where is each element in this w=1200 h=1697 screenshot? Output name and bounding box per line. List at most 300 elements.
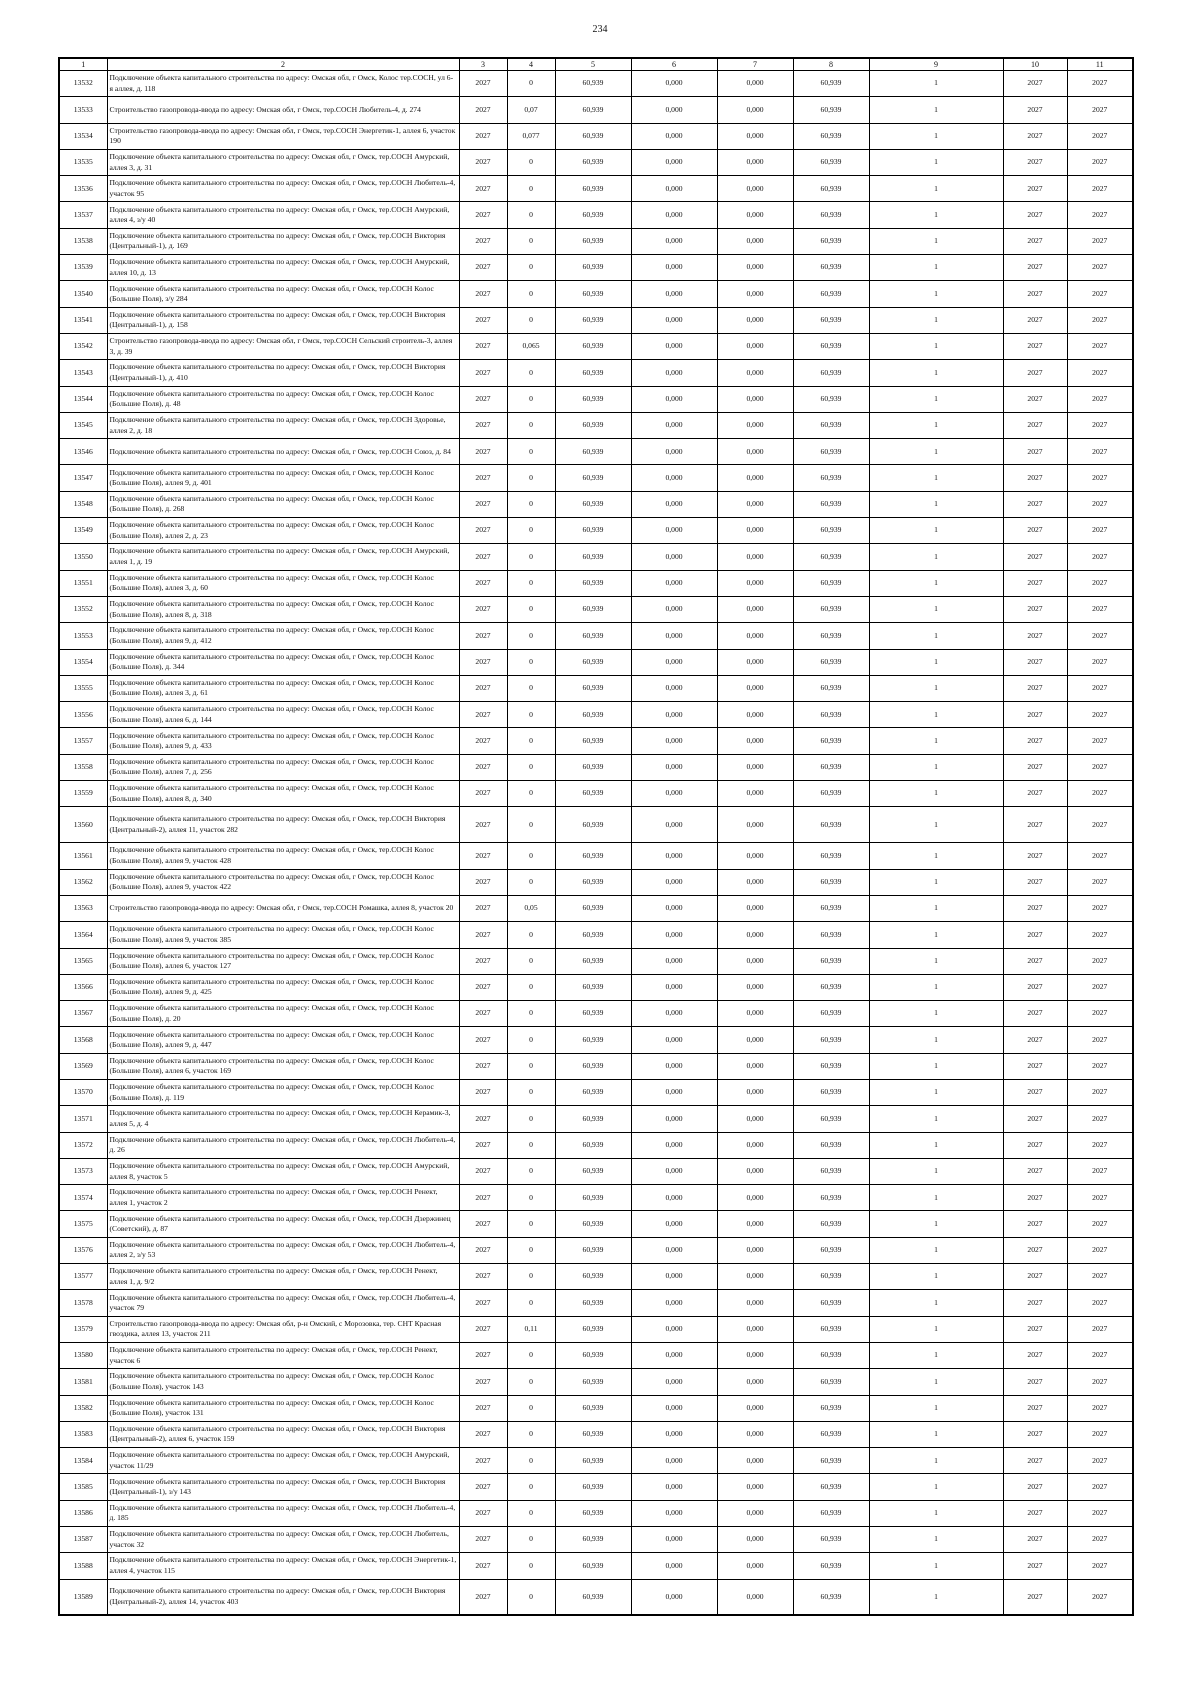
row-number-cell: 13558 — [59, 754, 107, 780]
row-number-cell: 13561 — [59, 843, 107, 869]
value-cell: 0,000 — [631, 1158, 717, 1184]
total-cell: 60,939 — [793, 649, 869, 675]
length-cell: 0 — [507, 1001, 555, 1027]
end-year-cell: 2027 — [1067, 360, 1133, 386]
value-cell: 0,000 — [717, 1185, 793, 1211]
value-cell: 0,000 — [631, 1053, 717, 1079]
length-cell: 0 — [507, 1106, 555, 1132]
description-cell: Подключение объекта капитального строительства по адресу: Омская обл, г Омск, тер.СОСН Энергетик-1, аллея 4, участок 115 — [107, 1553, 459, 1579]
cost-cell: 60,939 — [555, 1264, 631, 1290]
end-year-cell: 2027 — [1067, 149, 1133, 175]
row-number-cell: 13565 — [59, 948, 107, 974]
start-year-cell: 2027 — [1003, 412, 1067, 438]
count-cell: 1 — [869, 281, 1003, 307]
length-cell: 0 — [507, 1448, 555, 1474]
length-cell: 0 — [507, 1500, 555, 1526]
year-cell: 2027 — [459, 623, 507, 649]
description-cell: Подключение объекта капитального строительства по адресу: Омская обл, г Омск, тер.СОСН Колос (Большие Поля), участок 131 — [107, 1395, 459, 1421]
value-cell: 0,000 — [631, 1474, 717, 1500]
end-year-cell: 2027 — [1067, 1448, 1133, 1474]
total-cell: 60,939 — [793, 1421, 869, 1447]
value-cell: 0,000 — [631, 1290, 717, 1316]
cost-cell: 60,939 — [555, 1211, 631, 1237]
description-cell: Подключение объекта капитального строительства по адресу: Омская обл, г Омск, тер.СОСН Колос (Большие Поля), аллея 6, участок 127 — [107, 948, 459, 974]
value-cell: 0,000 — [717, 412, 793, 438]
description-cell: Подключение объекта капитального строительства по адресу: Омская обл, г Омск, тер.СОСН Амурский, аллея 10, д. 13 — [107, 255, 459, 281]
end-year-cell: 2027 — [1067, 1579, 1133, 1615]
value-cell: 0,000 — [631, 1106, 717, 1132]
count-cell: 1 — [869, 176, 1003, 202]
year-cell: 2027 — [459, 307, 507, 333]
year-cell: 2027 — [459, 1395, 507, 1421]
year-cell: 2027 — [459, 228, 507, 254]
length-cell: 0 — [507, 1158, 555, 1184]
value-cell: 0,000 — [631, 97, 717, 123]
end-year-cell: 2027 — [1067, 781, 1133, 807]
total-cell: 60,939 — [793, 1316, 869, 1342]
end-year-cell: 2027 — [1067, 1237, 1133, 1263]
description-cell: Подключение объекта капитального строительства по адресу: Омская обл, г Омск, тер.СОСН Союз, д. 84 — [107, 439, 459, 465]
count-cell: 1 — [869, 1237, 1003, 1263]
end-year-cell: 2027 — [1067, 1079, 1133, 1105]
year-cell: 2027 — [459, 360, 507, 386]
value-cell: 0,000 — [717, 518, 793, 544]
length-cell: 0 — [507, 570, 555, 596]
row-number-cell: 13577 — [59, 1264, 107, 1290]
table-row — [59, 1001, 1133, 1027]
value-cell: 0,000 — [631, 71, 717, 97]
start-year-cell: 2027 — [1003, 491, 1067, 517]
year-cell: 2027 — [459, 1579, 507, 1615]
cost-cell: 60,939 — [555, 781, 631, 807]
value-cell: 0,000 — [631, 544, 717, 570]
total-cell: 60,939 — [793, 491, 869, 517]
count-cell: 1 — [869, 1527, 1003, 1553]
count-cell: 1 — [869, 544, 1003, 570]
row-number-cell: 13563 — [59, 895, 107, 921]
column-header: 9 — [869, 58, 1003, 71]
length-cell: 0 — [507, 922, 555, 948]
value-cell: 0,000 — [717, 1500, 793, 1526]
total-cell: 60,939 — [793, 843, 869, 869]
end-year-cell: 2027 — [1067, 97, 1133, 123]
year-cell: 2027 — [459, 843, 507, 869]
year-cell: 2027 — [459, 1053, 507, 1079]
row-number-cell: 13579 — [59, 1316, 107, 1342]
description-cell: Подключение объекта капитального строительства по адресу: Омская обл, г Омск, тер.СОСН Дзержинец (Советский), д. 87 — [107, 1211, 459, 1237]
year-cell: 2027 — [459, 974, 507, 1000]
length-cell: 0 — [507, 228, 555, 254]
description-cell: Подключение объекта капитального строительства по адресу: Омская обл, г Омск, тер.СОСН Виктория (Центральный-1), д. 169 — [107, 228, 459, 254]
description-cell: Подключение объекта капитального строительства по адресу: Омская обл, г Омск, тер.СОСН Ренект, аллея 1, д. 9/2 — [107, 1264, 459, 1290]
end-year-cell: 2027 — [1067, 728, 1133, 754]
end-year-cell: 2027 — [1067, 1527, 1133, 1553]
value-cell: 0,000 — [717, 544, 793, 570]
value-cell: 0,000 — [631, 1342, 717, 1368]
table-row — [59, 1448, 1133, 1474]
count-cell: 1 — [869, 518, 1003, 544]
value-cell: 0,000 — [631, 1448, 717, 1474]
year-cell: 2027 — [459, 439, 507, 465]
cost-cell: 60,939 — [555, 71, 631, 97]
value-cell: 0,000 — [717, 1053, 793, 1079]
table-row — [59, 202, 1133, 228]
description-cell: Подключение объекта капитального строительства по адресу: Омская обл, г Омск, тер.СОСН Колос (Большие Поля), аллея 6, участок 169 — [107, 1053, 459, 1079]
description-cell: Подключение объекта капитального строительства по адресу: Омская обл, г Омск, тер.СОСН Амурский, аллея 1, д. 19 — [107, 544, 459, 570]
value-cell: 0,000 — [631, 202, 717, 228]
value-cell: 0,000 — [631, 895, 717, 921]
cost-cell: 60,939 — [555, 255, 631, 281]
cost-cell: 60,939 — [555, 1106, 631, 1132]
length-cell: 0 — [507, 491, 555, 517]
row-number-cell: 13534 — [59, 123, 107, 149]
length-cell: 0 — [507, 948, 555, 974]
value-cell: 0,000 — [631, 518, 717, 544]
cost-cell: 60,939 — [555, 869, 631, 895]
table-row — [59, 1342, 1133, 1368]
total-cell: 60,939 — [793, 1395, 869, 1421]
count-cell: 1 — [869, 1474, 1003, 1500]
end-year-cell: 2027 — [1067, 1290, 1133, 1316]
value-cell: 0,000 — [631, 333, 717, 359]
table-row — [59, 1185, 1133, 1211]
year-cell: 2027 — [459, 922, 507, 948]
length-cell: 0 — [507, 1527, 555, 1553]
value-cell: 0,000 — [631, 1264, 717, 1290]
end-year-cell: 2027 — [1067, 412, 1133, 438]
description-cell: Подключение объекта капитального строительства по адресу: Омская обл, г Омск, тер.СОСН Колос (Большие Поля), аллея 8, д. 318 — [107, 596, 459, 622]
value-cell: 0,000 — [631, 228, 717, 254]
year-cell: 2027 — [459, 1421, 507, 1447]
table-row — [59, 439, 1133, 465]
table-row — [59, 1474, 1133, 1500]
year-cell: 2027 — [459, 202, 507, 228]
description-cell: Подключение объекта капитального строительства по адресу: Омская обл, г Омск, тер.СОСН Виктория (Центральный-1), д. 158 — [107, 307, 459, 333]
total-cell: 60,939 — [793, 1237, 869, 1263]
description-cell: Строительство газопровода-ввода по адресу: Омская обл, г Омск, тер.СОСН Любитель-4, д. 274 — [107, 97, 459, 123]
cost-cell: 60,939 — [555, 1474, 631, 1500]
cost-cell: 60,939 — [555, 623, 631, 649]
description-cell: Строительство газопровода-ввода по адресу: Омская обл, г Омск, тер.СОСН Сельский строитель-3, аллея 3, д. 39 — [107, 333, 459, 359]
row-number-cell: 13589 — [59, 1579, 107, 1615]
table-row — [59, 228, 1133, 254]
cost-cell: 60,939 — [555, 1500, 631, 1526]
value-cell: 0,000 — [631, 948, 717, 974]
end-year-cell: 2027 — [1067, 544, 1133, 570]
row-number-cell: 13533 — [59, 97, 107, 123]
cost-cell: 60,939 — [555, 1395, 631, 1421]
total-cell: 60,939 — [793, 1553, 869, 1579]
table-row — [59, 281, 1133, 307]
cost-cell: 60,939 — [555, 1579, 631, 1615]
row-number-cell: 13536 — [59, 176, 107, 202]
count-cell: 1 — [869, 1001, 1003, 1027]
year-cell: 2027 — [459, 544, 507, 570]
length-cell: 0 — [507, 439, 555, 465]
start-year-cell: 2027 — [1003, 71, 1067, 97]
value-cell: 0,000 — [631, 307, 717, 333]
length-cell: 0 — [507, 1132, 555, 1158]
length-cell: 0 — [507, 596, 555, 622]
value-cell: 0,000 — [717, 465, 793, 491]
description-cell: Подключение объекта капитального строительства по адресу: Омская обл, г Омск, тер.СОСН Колос (Большие Поля), аллея 7, д. 256 — [107, 754, 459, 780]
end-year-cell: 2027 — [1067, 843, 1133, 869]
description-cell: Строительство газопровода-ввода по адресу: Омская обл, г Омск, тер.СОСН Энергетик-1, аллея 6, участок 190 — [107, 123, 459, 149]
count-cell: 1 — [869, 1290, 1003, 1316]
length-cell: 0 — [507, 465, 555, 491]
length-cell: 0 — [507, 1290, 555, 1316]
description-cell: Подключение объекта капитального строительства по адресу: Омская обл, г Омск, тер.СОСН Виктория (Центральный-1), д. 410 — [107, 360, 459, 386]
value-cell: 0,000 — [717, 1579, 793, 1615]
end-year-cell: 2027 — [1067, 439, 1133, 465]
description-cell: Подключение объекта капитального строительства по адресу: Омская обл, г Омск, тер.СОСН Здоровье, аллея 2, д. 18 — [107, 412, 459, 438]
value-cell: 0,000 — [717, 570, 793, 596]
value-cell: 0,000 — [631, 843, 717, 869]
table-row — [59, 754, 1133, 780]
count-cell: 1 — [869, 71, 1003, 97]
start-year-cell: 2027 — [1003, 843, 1067, 869]
description-cell: Подключение объекта капитального строительства по адресу: Омская обл, г Омск, тер.СОСН Виктория (Центральный-2), аллея 6, участок 159 — [107, 1421, 459, 1447]
table-row — [59, 728, 1133, 754]
row-number-cell: 13539 — [59, 255, 107, 281]
count-cell: 1 — [869, 1211, 1003, 1237]
cost-cell: 60,939 — [555, 843, 631, 869]
table-row — [59, 895, 1133, 921]
row-number-cell: 13560 — [59, 807, 107, 843]
table-row — [59, 1158, 1133, 1184]
total-cell: 60,939 — [793, 1001, 869, 1027]
table-row — [59, 1500, 1133, 1526]
table-row — [59, 491, 1133, 517]
start-year-cell: 2027 — [1003, 649, 1067, 675]
start-year-cell: 2027 — [1003, 1053, 1067, 1079]
end-year-cell: 2027 — [1067, 307, 1133, 333]
description-cell: Подключение объекта капитального строительства по адресу: Омская обл, г Омск, тер.СОСН Колос (Большие Поля), д. 48 — [107, 386, 459, 412]
value-cell: 0,000 — [631, 1500, 717, 1526]
year-cell: 2027 — [459, 281, 507, 307]
length-cell: 0 — [507, 728, 555, 754]
year-cell: 2027 — [459, 1474, 507, 1500]
year-cell: 2027 — [459, 1553, 507, 1579]
value-cell: 0,000 — [631, 1027, 717, 1053]
value-cell: 0,000 — [717, 1421, 793, 1447]
year-cell: 2027 — [459, 1185, 507, 1211]
cost-cell: 60,939 — [555, 333, 631, 359]
end-year-cell: 2027 — [1067, 1001, 1133, 1027]
count-cell: 1 — [869, 728, 1003, 754]
value-cell: 0,000 — [631, 1369, 717, 1395]
total-cell: 60,939 — [793, 1132, 869, 1158]
table-row — [59, 623, 1133, 649]
year-cell: 2027 — [459, 1264, 507, 1290]
value-cell: 0,000 — [717, 922, 793, 948]
value-cell: 0,000 — [631, 1237, 717, 1263]
end-year-cell: 2027 — [1067, 1500, 1133, 1526]
value-cell: 0,000 — [717, 176, 793, 202]
value-cell: 0,000 — [717, 728, 793, 754]
count-cell: 1 — [869, 439, 1003, 465]
count-cell: 1 — [869, 1579, 1003, 1615]
total-cell: 60,939 — [793, 1579, 869, 1615]
start-year-cell: 2027 — [1003, 922, 1067, 948]
value-cell: 0,000 — [717, 1395, 793, 1421]
total-cell: 60,939 — [793, 1106, 869, 1132]
total-cell: 60,939 — [793, 781, 869, 807]
start-year-cell: 2027 — [1003, 1185, 1067, 1211]
start-year-cell: 2027 — [1003, 1290, 1067, 1316]
row-number-cell: 13586 — [59, 1500, 107, 1526]
start-year-cell: 2027 — [1003, 1027, 1067, 1053]
cost-cell: 60,939 — [555, 1369, 631, 1395]
year-cell: 2027 — [459, 1027, 507, 1053]
value-cell: 0,000 — [717, 702, 793, 728]
cost-cell: 60,939 — [555, 1001, 631, 1027]
row-number-cell: 13572 — [59, 1132, 107, 1158]
count-cell: 1 — [869, 255, 1003, 281]
total-cell: 60,939 — [793, 1342, 869, 1368]
end-year-cell: 2027 — [1067, 570, 1133, 596]
cost-cell: 60,939 — [555, 596, 631, 622]
row-number-cell: 13556 — [59, 702, 107, 728]
value-cell: 0,000 — [717, 843, 793, 869]
year-cell: 2027 — [459, 649, 507, 675]
year-cell: 2027 — [459, 728, 507, 754]
description-cell: Подключение объекта капитального строительства по адресу: Омская обл, г Омск, тер.СОСН Колос (Большие Поля), аллея 9, д. 433 — [107, 728, 459, 754]
cost-cell: 60,939 — [555, 1185, 631, 1211]
count-cell: 1 — [869, 1316, 1003, 1342]
count-cell: 1 — [869, 843, 1003, 869]
row-number-cell: 13562 — [59, 869, 107, 895]
value-cell: 0,000 — [717, 307, 793, 333]
value-cell: 0,000 — [717, 71, 793, 97]
column-number-row — [59, 58, 1133, 71]
value-cell: 0,000 — [717, 649, 793, 675]
value-cell: 0,000 — [631, 649, 717, 675]
start-year-cell: 2027 — [1003, 176, 1067, 202]
year-cell: 2027 — [459, 1237, 507, 1263]
year-cell: 2027 — [459, 1448, 507, 1474]
value-cell: 0,000 — [717, 1079, 793, 1105]
row-number-cell: 13584 — [59, 1448, 107, 1474]
cost-cell: 60,939 — [555, 1237, 631, 1263]
count-cell: 1 — [869, 596, 1003, 622]
end-year-cell: 2027 — [1067, 1264, 1133, 1290]
length-cell: 0 — [507, 149, 555, 175]
table-row — [59, 71, 1133, 97]
count-cell: 1 — [869, 1448, 1003, 1474]
end-year-cell: 2027 — [1067, 123, 1133, 149]
cost-cell: 60,939 — [555, 675, 631, 701]
table-row — [59, 1106, 1133, 1132]
year-cell: 2027 — [459, 97, 507, 123]
total-cell: 60,939 — [793, 281, 869, 307]
total-cell: 60,939 — [793, 123, 869, 149]
table-row — [59, 1290, 1133, 1316]
year-cell: 2027 — [459, 518, 507, 544]
description-cell: Подключение объекта капитального строительства по адресу: Омская обл, г Омск, тер.СОСН Колос (Большие Поля), аллея 9, д. 425 — [107, 974, 459, 1000]
total-cell: 60,939 — [793, 754, 869, 780]
start-year-cell: 2027 — [1003, 360, 1067, 386]
column-header: 5 — [555, 58, 631, 71]
value-cell: 0,000 — [717, 1132, 793, 1158]
column-header: 4 — [507, 58, 555, 71]
row-number-cell: 13543 — [59, 360, 107, 386]
description-cell: Подключение объекта капитального строительства по адресу: Омская обл, г Омск, тер.СОСН Колос (Большие Поля), участок 143 — [107, 1369, 459, 1395]
length-cell: 0 — [507, 71, 555, 97]
start-year-cell: 2027 — [1003, 754, 1067, 780]
total-cell: 60,939 — [793, 1053, 869, 1079]
data-table — [58, 57, 1134, 1616]
row-number-cell: 13545 — [59, 412, 107, 438]
year-cell: 2027 — [459, 1079, 507, 1105]
table-row — [59, 1421, 1133, 1447]
value-cell: 0,000 — [717, 439, 793, 465]
total-cell: 60,939 — [793, 307, 869, 333]
table-row — [59, 781, 1133, 807]
value-cell: 0,000 — [717, 123, 793, 149]
value-cell: 0,000 — [717, 1290, 793, 1316]
start-year-cell: 2027 — [1003, 281, 1067, 307]
total-cell: 60,939 — [793, 869, 869, 895]
year-cell: 2027 — [459, 491, 507, 517]
value-cell: 0,000 — [717, 1264, 793, 1290]
total-cell: 60,939 — [793, 1264, 869, 1290]
table-row — [59, 544, 1133, 570]
end-year-cell: 2027 — [1067, 623, 1133, 649]
start-year-cell: 2027 — [1003, 1421, 1067, 1447]
total-cell: 60,939 — [793, 1369, 869, 1395]
end-year-cell: 2027 — [1067, 518, 1133, 544]
count-cell: 1 — [869, 1553, 1003, 1579]
row-number-cell: 13552 — [59, 596, 107, 622]
row-number-cell: 13550 — [59, 544, 107, 570]
row-number-cell: 13585 — [59, 1474, 107, 1500]
value-cell: 0,000 — [631, 1001, 717, 1027]
start-year-cell: 2027 — [1003, 1211, 1067, 1237]
count-cell: 1 — [869, 1264, 1003, 1290]
start-year-cell: 2027 — [1003, 202, 1067, 228]
description-cell: Подключение объекта капитального строительства по адресу: Омская обл, г Омск, тер.СОСН Любитель-4, участок 79 — [107, 1290, 459, 1316]
end-year-cell: 2027 — [1067, 1132, 1133, 1158]
value-cell: 0,000 — [631, 1579, 717, 1615]
end-year-cell: 2027 — [1067, 948, 1133, 974]
year-cell: 2027 — [459, 123, 507, 149]
value-cell: 0,000 — [717, 1527, 793, 1553]
start-year-cell: 2027 — [1003, 439, 1067, 465]
year-cell: 2027 — [459, 412, 507, 438]
count-cell: 1 — [869, 649, 1003, 675]
count-cell: 1 — [869, 465, 1003, 491]
start-year-cell: 2027 — [1003, 702, 1067, 728]
column-header: 6 — [631, 58, 717, 71]
value-cell: 0,000 — [631, 623, 717, 649]
end-year-cell: 2027 — [1067, 1158, 1133, 1184]
row-number-cell: 13576 — [59, 1237, 107, 1263]
end-year-cell: 2027 — [1067, 202, 1133, 228]
value-cell: 0,000 — [717, 1553, 793, 1579]
start-year-cell: 2027 — [1003, 1316, 1067, 1342]
start-year-cell: 2027 — [1003, 675, 1067, 701]
count-cell: 1 — [869, 1342, 1003, 1368]
total-cell: 60,939 — [793, 518, 869, 544]
total-cell: 60,939 — [793, 386, 869, 412]
total-cell: 60,939 — [793, 149, 869, 175]
row-number-cell: 13569 — [59, 1053, 107, 1079]
end-year-cell: 2027 — [1067, 386, 1133, 412]
description-cell: Подключение объекта капитального строительства по адресу: Омская обл, г Омск, тер.СОСН Колос (Большие Поля), аллея 8, д. 340 — [107, 781, 459, 807]
value-cell: 0,000 — [717, 1237, 793, 1263]
value-cell: 0,000 — [631, 1132, 717, 1158]
